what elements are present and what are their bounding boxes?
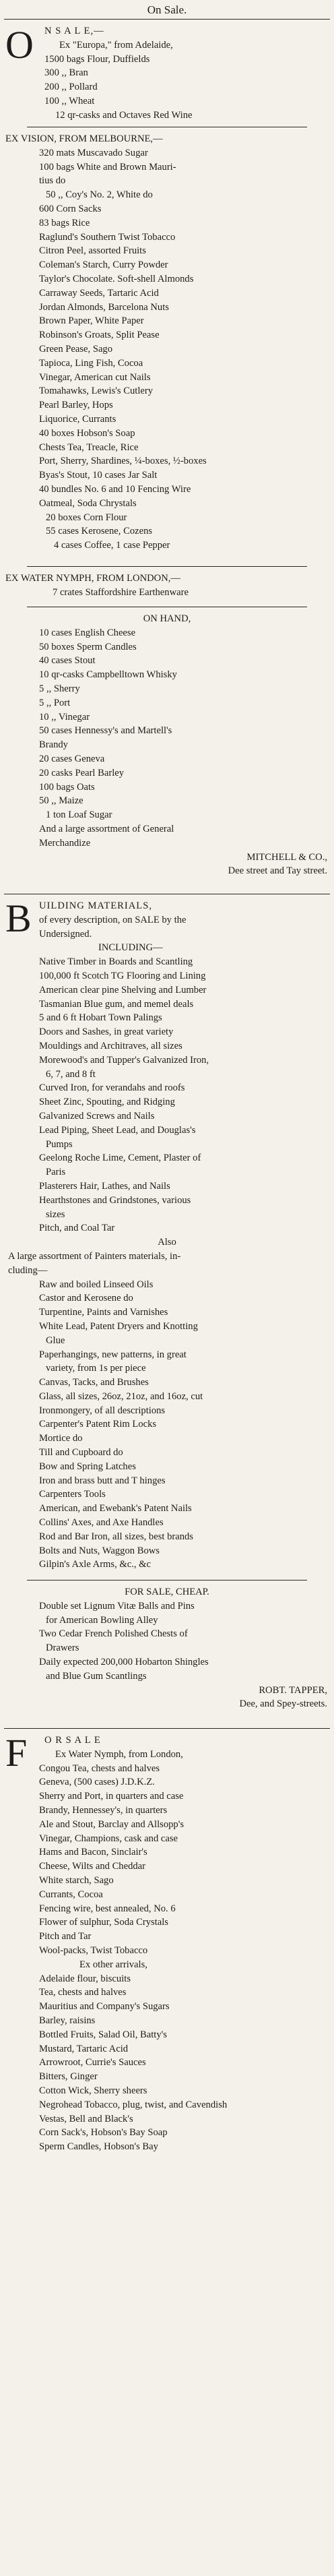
section-line: sizes bbox=[46, 1208, 65, 1220]
section-for-sale-cheap bbox=[0, 1585, 334, 1711]
section-line: Paris bbox=[46, 1167, 66, 1178]
section-line: cluding— bbox=[8, 1264, 48, 1276]
section-line: Hams and Bacon, Sinclair's bbox=[39, 1847, 147, 1858]
section-line: Turpentine, Paints and Varnishes bbox=[39, 1307, 168, 1318]
section-line: Mouldings and Architraves, all sizes bbox=[39, 1040, 182, 1051]
section-line: Flower of sulphur, Soda Crystals bbox=[39, 1917, 168, 1928]
section-line: Merchandize bbox=[39, 837, 91, 849]
section-line: tius do bbox=[39, 175, 66, 187]
section-line: Castor and Kerosene do bbox=[39, 1293, 133, 1304]
drop-cap: B bbox=[5, 896, 32, 940]
section-line: Daily expected 200,000 Hobarton Shingles bbox=[39, 1656, 209, 1667]
section-line: INCLUDING— bbox=[98, 942, 163, 954]
section-line: Pearl Barley, Hops bbox=[39, 400, 113, 411]
section-line: Paperhangings, new patterns, in great bbox=[39, 1349, 187, 1360]
section-line: 7 crates Staffordshire Earthenware bbox=[53, 586, 189, 598]
section-line: 320 mats Muscavado Sugar bbox=[39, 147, 148, 158]
section-line: 20 cases Geneva bbox=[39, 753, 105, 764]
section-line: Galvanized Screws and Nails bbox=[39, 1110, 155, 1122]
section-line: Ex Water Nymph, from London, bbox=[55, 1748, 183, 1760]
section-europa bbox=[0, 24, 334, 123]
section-line: Brandy, Hennessey's, in quarters bbox=[39, 1804, 168, 1816]
section-line: Tasmanian Blue gum, and memel deals bbox=[39, 998, 194, 1010]
section-line: Also bbox=[158, 1237, 176, 1248]
section-line: Bow and Spring Latches bbox=[39, 1461, 136, 1472]
section-line: 50 cases Hennessy's and Martell's bbox=[39, 725, 172, 737]
section-line: 600 Corn Sacks bbox=[39, 203, 102, 214]
section-line: Carpenter's Patent Rim Locks bbox=[39, 1419, 157, 1430]
section-line: UILDING MATERIALS, bbox=[39, 900, 152, 911]
section-line: Sheet Zinc, Spouting, and Ridging bbox=[39, 1097, 175, 1108]
section-heading: ON HAND, bbox=[143, 613, 191, 624]
section-line: Liquorice, Currants bbox=[39, 413, 116, 425]
section-line: 50 boxes Sperm Candles bbox=[39, 641, 137, 652]
section-line: Mortice do bbox=[39, 1433, 83, 1444]
section-line: Robinson's Groats, Split Pease bbox=[39, 330, 160, 341]
section-line: Brown Paper, White Paper bbox=[39, 315, 144, 327]
advertiser-signature: ROBT. TAPPER, bbox=[259, 1684, 327, 1696]
section-line: Sherry and Port, in quarters and case bbox=[39, 1791, 184, 1802]
section-line: Jordan Almonds, Barcelona Nuts bbox=[39, 301, 169, 313]
section-line: Tea, chests and halves bbox=[39, 1987, 127, 1998]
section-line: Pitch, and Coal Tar bbox=[39, 1223, 115, 1234]
section-line: Glass, all sizes, 26oz, 21oz, and 16oz, cut bbox=[39, 1390, 203, 1402]
section-line: Raw and boiled Linseed Oils bbox=[39, 1279, 154, 1290]
section-line: Gilpin's Axle Arms, &c., &c bbox=[39, 1559, 151, 1570]
section-line: Vestas, Bell and Black's bbox=[39, 2113, 133, 2124]
section-line: Negrohead Tobacco, plug, twist, and Cavendish bbox=[39, 2099, 228, 2110]
section-line: Hearthstones and Grindstones, various bbox=[39, 1194, 191, 1206]
section-water-nymph bbox=[0, 572, 334, 600]
section-line: Sperm Candles, Hobson's Bay bbox=[39, 2141, 158, 2153]
section-line: Curved Iron, for verandahs and roofs bbox=[39, 1082, 185, 1094]
section-vision bbox=[0, 132, 334, 553]
section-line: Bitters, Ginger bbox=[39, 2071, 98, 2083]
section-divider bbox=[27, 566, 307, 567]
section-line: Iron and brass butt and T hinges bbox=[39, 1475, 166, 1486]
section-line: 10 ,, Vinegar bbox=[39, 711, 90, 723]
section-line: Citron Peel, assorted Fruits bbox=[39, 245, 146, 257]
section-line: Morewood's and Tupper's Galvanized Iron, bbox=[39, 1054, 209, 1066]
section-line: Barley, raisins bbox=[39, 2015, 96, 2026]
section-line: Double set Lignum Vitæ Balls and Pins bbox=[39, 1600, 195, 1612]
section-line: Tomahawks, Lewis's Cutlery bbox=[39, 386, 154, 397]
section-line: 6, 7, and 8 ft bbox=[46, 1068, 96, 1080]
section-for-sale bbox=[0, 1731, 334, 2154]
section-line: Vinegar, Champions, cask and case bbox=[39, 1833, 178, 1844]
drop-cap: O bbox=[5, 23, 34, 67]
section-line: Undersigned. bbox=[39, 928, 92, 940]
section-line: American clear pine Shelving and Lumber bbox=[39, 984, 207, 995]
section-divider bbox=[27, 1580, 307, 1581]
section-line: N S A L E,— bbox=[44, 26, 104, 36]
section-line: 1 ton Loaf Sugar bbox=[46, 809, 112, 821]
section-line: 20 boxes Corn Flour bbox=[46, 512, 127, 523]
section-line: Bottled Fruits, Salad Oil, Batty's bbox=[39, 2029, 167, 2040]
advertiser-address: Dee street and Tay street. bbox=[228, 865, 327, 877]
section-line: Oatmeal, Soda Chrystals bbox=[39, 497, 137, 509]
section-line: 40 bundles No. 6 and 10 Fencing Wire bbox=[39, 483, 191, 495]
section-heading: EX VISION, FROM MELBOURNE,— bbox=[5, 133, 163, 144]
section-line: 12 qr-casks and Octaves Red Wine bbox=[55, 109, 193, 121]
section-line: O R S A L E bbox=[44, 1735, 101, 1746]
section-line: Collins' Axes, and Axe Handles bbox=[39, 1517, 164, 1529]
section-line: Vinegar, American cut Nails bbox=[39, 371, 151, 383]
section-line: Pumps bbox=[46, 1138, 73, 1150]
section-line: A large assortment of Painters materials, in- bbox=[8, 1250, 181, 1262]
section-line: Raglund's Southern Twist Tobacco bbox=[39, 231, 176, 243]
section-line: variety, from 1s per piece bbox=[46, 1363, 146, 1374]
section-line: Cheese, Wilts and Cheddar bbox=[39, 1861, 146, 1872]
section-heading: EX WATER NYMPH, FROM LONDON,— bbox=[5, 573, 180, 584]
section-line: Doors and Sashes, in great variety bbox=[39, 1026, 174, 1038]
section-on-hand bbox=[0, 612, 334, 878]
section-line: Fencing wire, best annealed, No. 6 bbox=[39, 1903, 176, 1914]
section-line: Till and Cupboard do bbox=[39, 1447, 123, 1459]
section-line: Currants, Cocoa bbox=[39, 1889, 103, 1900]
section-line: Native Timber in Boards and Scantling bbox=[39, 956, 193, 968]
section-line: 55 cases Kerosene, Cozens bbox=[46, 526, 153, 537]
section-line: Byas's Stout, 10 cases Jar Salt bbox=[39, 470, 158, 481]
section-line: Cotton Wick, Sherry sheers bbox=[39, 2085, 147, 2096]
advertiser-address: Dee, and Spey-streets. bbox=[239, 1698, 327, 1710]
section-line: 4 cases Coffee, 1 case Pepper bbox=[54, 540, 170, 551]
section-line: Drawers bbox=[46, 1643, 79, 1654]
section-line: Plasterers Hair, Lathes, and Nails bbox=[39, 1180, 170, 1192]
section-line: Mauritius and Company's Sugars bbox=[39, 2001, 170, 2013]
section-line: 5 ,, Port bbox=[39, 697, 71, 708]
section-line: Bolts and Nuts, Waggon Bows bbox=[39, 1545, 160, 1556]
section-line: 5 ,, Sherry bbox=[39, 683, 80, 694]
section-line: Adelaide flour, biscuits bbox=[39, 1973, 131, 1984]
section-line: White starch, Sago bbox=[39, 1874, 114, 1886]
section-line: Arrowroot, Currie's Sauces bbox=[39, 2057, 146, 2068]
section-line: and Blue Gum Scantlings bbox=[46, 1670, 147, 1682]
section-line: Coleman's Starch, Curry Powder bbox=[39, 259, 168, 271]
section-line: Tapioca, Ling Fish, Cocoa bbox=[39, 357, 143, 369]
section-line: Brandy bbox=[39, 739, 68, 751]
section-building-materials bbox=[0, 896, 334, 1572]
section-line: Carpenters Tools bbox=[39, 1489, 106, 1500]
section-line: Geelong Roche Lime, Cement, Plaster of bbox=[39, 1153, 201, 1164]
page-header bbox=[0, 0, 334, 18]
section-line: of every description, on SALE by the bbox=[39, 914, 187, 925]
section-line: Carraway Seeds, Tartaric Acid bbox=[39, 287, 159, 299]
section-line: 50 ,, Coy's No. 2, White do bbox=[46, 189, 153, 201]
section-line: Two Cedar French Polished Chests of bbox=[39, 1628, 188, 1640]
section-line: Canvas, Tacks, and Brushes bbox=[39, 1377, 149, 1388]
section-line: Ironmongery, of all descriptions bbox=[39, 1405, 166, 1416]
section-line: 40 boxes Hobson's Soap bbox=[39, 427, 135, 439]
section-line: 200 ,, Pollard bbox=[44, 82, 98, 93]
section-line: 100 bags Oats bbox=[39, 781, 95, 793]
section-line: Ale and Stout, Barclay and Allsopp's bbox=[39, 1818, 185, 1830]
header-rule bbox=[4, 19, 330, 20]
section-line: 10 qr-casks Campbelltown Whisky bbox=[39, 669, 177, 681]
page-title: On Sale. bbox=[147, 3, 187, 16]
section-line: Rod and Bar Iron, all sizes, best brands bbox=[39, 1531, 193, 1542]
section-line: Green Pease, Sago bbox=[39, 343, 113, 355]
section-line: Wool-packs, Twist Tobacco bbox=[39, 1944, 148, 1956]
section-line: 10 cases English Cheese bbox=[39, 627, 136, 638]
section-line: Congou Tea, chests and halves bbox=[39, 1762, 160, 1774]
section-line: 100 ,, Wheat bbox=[44, 95, 95, 106]
section-line: Mustard, Tartaric Acid bbox=[39, 2043, 129, 2054]
section-line: Port, Sherry, Shardines, ¼-boxes, ½-boxes bbox=[39, 456, 207, 467]
section-line: 100 bags White and Brown Mauri- bbox=[39, 161, 176, 173]
section-line: 300 ,, Bran bbox=[44, 67, 88, 79]
section-line: 5 and 6 ft Hobart Town Palings bbox=[39, 1012, 162, 1024]
section-line: 20 casks Pearl Barley bbox=[39, 767, 125, 778]
advertiser-signature: MITCHELL & CO., bbox=[246, 851, 327, 863]
section-line: Corn Sack's, Hobson's Bay Soap bbox=[39, 2127, 168, 2139]
section-divider bbox=[4, 1728, 330, 1729]
section-line: Taylor's Chocolate. Soft-shell Almonds bbox=[39, 273, 194, 284]
section-line: American, and Ewebank's Patent Nails bbox=[39, 1503, 192, 1514]
section-line: 100,000 ft Scotch TG Flooring and Lining bbox=[39, 970, 206, 981]
section-line: Pitch and Tar bbox=[39, 1931, 92, 1942]
section-line: 50 ,, Maize bbox=[39, 795, 84, 807]
section-line: White Lead, Patent Dryers and Knotting bbox=[39, 1320, 198, 1332]
section-line: Ex "Europa," from Adelaide, bbox=[59, 39, 173, 51]
section-line: And a large assortment of General bbox=[39, 823, 174, 834]
section-line: 83 bags Rice bbox=[39, 217, 90, 228]
section-line: Glue bbox=[46, 1335, 65, 1346]
section-heading: FOR SALE, CHEAP. bbox=[125, 1587, 209, 1597]
section-line: 1500 bags Flour, Duffields bbox=[44, 53, 150, 65]
section-line: Geneva, (500 cases) J.D.K.Z. bbox=[39, 1777, 155, 1788]
section-line: 40 cases Stout bbox=[39, 655, 96, 667]
section-line: Chests Tea, Treacle, Rice bbox=[39, 441, 139, 453]
section-line: Lead Piping, Sheet Lead, and Douglas's bbox=[39, 1124, 196, 1136]
section-line: for American Bowling Alley bbox=[46, 1614, 158, 1626]
section-line: Ex other arrivals, bbox=[79, 1959, 147, 1970]
drop-cap: F bbox=[5, 1731, 28, 1775]
